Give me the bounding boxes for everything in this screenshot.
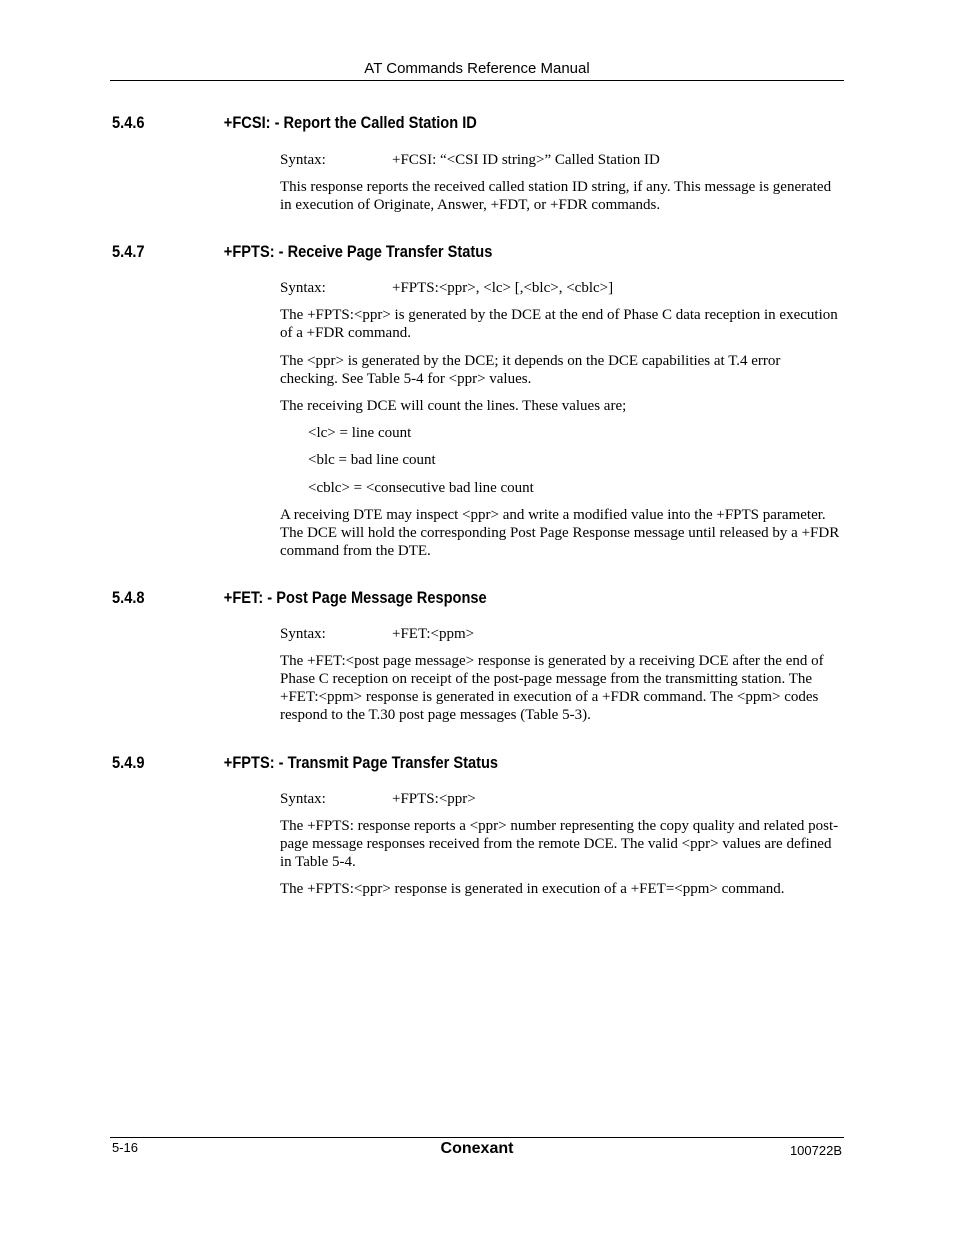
header-rule <box>110 80 844 81</box>
list-item: <blc = bad line count <box>308 452 436 468</box>
syntax-value: +FPTS:<ppr>, <lc> [,<blc>, <cblc>] <box>392 280 614 296</box>
list-item: <lc> = line count <box>308 425 412 441</box>
list-item: <cblc> = <consecutive bad line count <box>308 480 534 496</box>
section-number: 5.4.8 <box>112 588 145 607</box>
company-name: Conexant <box>440 1140 514 1157</box>
syntax-value: +FCSI: “<CSI ID string>” Called Station ID <box>392 152 660 168</box>
section-number: 5.4.6 <box>112 113 145 132</box>
syntax-line <box>280 625 474 643</box>
paragraph: The +FPTS:<ppr> response is generated in execution of a +FET=<ppm> command. <box>280 881 785 897</box>
syntax-label: Syntax: <box>280 791 326 807</box>
section-title: +FPTS: - Receive Page Transfer Status <box>223 242 493 261</box>
section-title: +FPTS: - Transmit Page Transfer Status <box>223 753 499 772</box>
paragraph: The +FPTS: response reports a <ppr> number representing the copy quality and related post-page message responses received from the remote DCE. The valid <ppr> values are defined in Table 5-4. <box>280 818 839 870</box>
paragraph: A receiving DTE may inspect <ppr> and write a modified value into the +FPTS parameter. The DCE will hold the corresponding Post Page Response message until released by a +FDR command from the DTE. <box>280 507 840 559</box>
syntax-line <box>280 790 476 808</box>
syntax-value: +FET:<ppm> <box>392 626 475 642</box>
syntax-label: Syntax: <box>280 152 326 168</box>
paragraph: The <ppr> is generated by the DCE; it depends on the DCE capabilities at T.4 error checking. See Table 5-4 for <ppr> values. <box>280 353 781 387</box>
syntax-line <box>280 279 613 297</box>
section-heading-5-4-8 <box>112 588 487 608</box>
syntax-value: +FPTS:<ppr> <box>392 791 476 807</box>
paragraph: The +FPTS:<ppr> is generated by the DCE at the end of Phase C data reception in execution of a +FDR command. <box>280 307 838 341</box>
page-number: 5-16 <box>112 1140 139 1155</box>
paragraph: This response reports the received called station ID string, if any. This message is generated in execution of Originate, Answer, +FDT, or +FDR commands. <box>280 179 832 213</box>
paragraph: The receiving DCE will count the lines. These values are; <box>280 398 627 414</box>
document-number: 100722B <box>789 1143 842 1158</box>
syntax-label: Syntax: <box>280 626 326 642</box>
section-number: 5.4.9 <box>112 753 145 772</box>
section-heading-5-4-6 <box>112 113 477 133</box>
section-title: +FCSI: - Report the Called Station ID <box>223 113 477 132</box>
syntax-line <box>280 151 660 169</box>
paragraph: The +FET:<post page message> response is generated by a receiving DCE after the end of Phase C reception on receipt of the post-page message from the transmitting station. The +FET:<ppm> response is generated in execution of a +FDR command. The <ppm> codes respond to the T.30 post page messages (Table 5-3). <box>280 653 824 723</box>
section-number: 5.4.7 <box>112 242 145 261</box>
section-title: +FET: - Post Page Message Response <box>223 588 487 607</box>
running-header: AT Commands Reference Manual <box>364 60 590 77</box>
syntax-label: Syntax: <box>280 280 326 296</box>
section-heading-5-4-7 <box>112 242 492 262</box>
footer-rule <box>110 1137 844 1138</box>
section-heading-5-4-9 <box>112 753 498 773</box>
